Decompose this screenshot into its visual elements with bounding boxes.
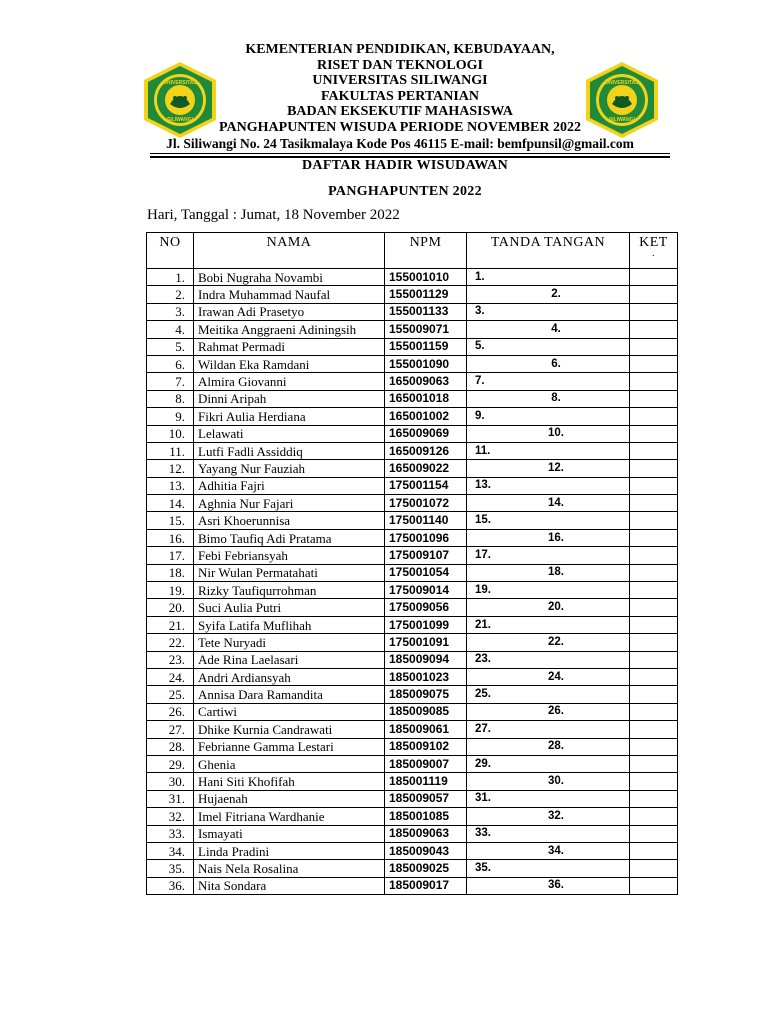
row-ket-cell[interactable] xyxy=(630,582,678,599)
row-number: 14. xyxy=(147,495,194,512)
table-row xyxy=(147,634,678,651)
svg-text:UNIVERSITAS: UNIVERSITAS xyxy=(605,80,639,86)
row-number: 11. xyxy=(147,442,194,459)
row-signature-cell[interactable]: 26. xyxy=(467,703,630,720)
table-row xyxy=(147,755,678,772)
row-npm: 185009063 xyxy=(385,825,467,842)
row-signature-cell[interactable]: 14. xyxy=(467,495,630,512)
row-signature-cell[interactable]: 11. xyxy=(467,442,630,459)
row-number: 16. xyxy=(147,529,194,546)
row-ket-cell[interactable] xyxy=(630,686,678,703)
row-npm: 155001159 xyxy=(385,338,467,355)
row-number: 36. xyxy=(147,877,194,894)
row-npm: 175001154 xyxy=(385,477,467,494)
row-signature-cell[interactable]: 6. xyxy=(467,355,630,372)
row-number: 3. xyxy=(147,303,194,320)
table-row xyxy=(147,442,678,459)
row-number: 7. xyxy=(147,373,194,390)
row-signature-cell[interactable]: 7. xyxy=(467,373,630,390)
row-ket-cell[interactable] xyxy=(630,564,678,581)
row-name: Febrianne Gamma Lestari xyxy=(194,738,385,755)
row-number: 24. xyxy=(147,668,194,685)
row-signature-cell[interactable]: 19. xyxy=(467,582,630,599)
row-npm: 175001096 xyxy=(385,529,467,546)
row-npm: 185009085 xyxy=(385,703,467,720)
table-row xyxy=(147,512,678,529)
row-ket-cell[interactable] xyxy=(630,512,678,529)
row-name: Almira Giovanni xyxy=(194,373,385,390)
row-npm: 155009071 xyxy=(385,321,467,338)
row-npm: 175001072 xyxy=(385,495,467,512)
row-signature-cell[interactable]: 4. xyxy=(467,321,630,338)
row-name: Yayang Nur Fauziah xyxy=(194,460,385,477)
header-ket-dot: . xyxy=(652,248,655,259)
row-ket-cell[interactable] xyxy=(630,286,678,303)
table-row xyxy=(147,738,678,755)
row-ket-cell[interactable] xyxy=(630,477,678,494)
row-name: Fikri Aulia Herdiana xyxy=(194,408,385,425)
row-number: 6. xyxy=(147,355,194,372)
header-ket-label: KET xyxy=(639,235,668,250)
row-npm: 185001119 xyxy=(385,773,467,790)
row-npm: 185009057 xyxy=(385,790,467,807)
row-number: 4. xyxy=(147,321,194,338)
letterhead xyxy=(140,42,660,152)
row-ket-cell[interactable] xyxy=(630,373,678,390)
row-npm: 165009126 xyxy=(385,442,467,459)
table-row xyxy=(147,790,678,807)
row-npm: 185001085 xyxy=(385,808,467,825)
row-number: 2. xyxy=(147,286,194,303)
row-number: 30. xyxy=(147,773,194,790)
header-tanda-tangan: TANDA TANGAN xyxy=(467,233,630,269)
row-signature-cell[interactable]: 29. xyxy=(467,755,630,772)
row-signature-cell[interactable]: 13. xyxy=(467,477,630,494)
row-number: 27. xyxy=(147,721,194,738)
table-row xyxy=(147,338,678,355)
table-row xyxy=(147,269,678,286)
row-signature-cell[interactable]: 30. xyxy=(467,773,630,790)
header-divider xyxy=(150,153,670,154)
row-number: 15. xyxy=(147,512,194,529)
row-number: 33. xyxy=(147,825,194,842)
row-ket-cell[interactable] xyxy=(630,460,678,477)
row-npm: 175001099 xyxy=(385,616,467,633)
row-number: 26. xyxy=(147,703,194,720)
row-npm: 165001002 xyxy=(385,408,467,425)
row-ket-cell[interactable] xyxy=(630,703,678,720)
row-number: 25. xyxy=(147,686,194,703)
table-row xyxy=(147,651,678,668)
row-npm: 185009007 xyxy=(385,755,467,772)
row-name: Bimo Taufiq Adi Pratama xyxy=(194,529,385,546)
row-signature-cell[interactable]: 27. xyxy=(467,721,630,738)
row-npm: 175001140 xyxy=(385,512,467,529)
row-npm: 175001091 xyxy=(385,634,467,651)
row-npm: 175009014 xyxy=(385,582,467,599)
row-npm: 185009075 xyxy=(385,686,467,703)
row-number: 9. xyxy=(147,408,194,425)
header-line-faculty: FAKULTAS PERTANIAN xyxy=(320,88,480,104)
row-number: 18. xyxy=(147,564,194,581)
table-row xyxy=(147,495,678,512)
row-ket-cell[interactable] xyxy=(630,790,678,807)
document-subtitle: PANGHAPUNTEN 2022 xyxy=(328,184,482,199)
row-npm: 155001010 xyxy=(385,269,467,286)
row-name: Rahmat Permadi xyxy=(194,338,385,355)
row-name: Cartiwi xyxy=(194,703,385,720)
row-number: 12. xyxy=(147,460,194,477)
table-row xyxy=(147,842,678,859)
row-number: 17. xyxy=(147,547,194,564)
row-ket-cell[interactable] xyxy=(630,303,678,320)
row-name: Nir Wulan Permatahati xyxy=(194,564,385,581)
table-row xyxy=(147,321,678,338)
table-row xyxy=(147,877,678,894)
row-ket-cell[interactable] xyxy=(630,442,678,459)
row-npm: 185009025 xyxy=(385,860,467,877)
row-npm: 155001129 xyxy=(385,286,467,303)
date-line: Hari, Tanggal : Jumat, 18 November 2022 xyxy=(147,207,400,223)
row-signature-cell[interactable]: 12. xyxy=(467,460,630,477)
svg-text:SILIWANGI: SILIWANGI xyxy=(608,117,636,123)
row-signature-cell[interactable]: 22. xyxy=(467,634,630,651)
row-ket-cell[interactable] xyxy=(630,721,678,738)
table-row xyxy=(147,373,678,390)
row-signature-cell[interactable]: 3. xyxy=(467,303,630,320)
row-number: 28. xyxy=(147,738,194,755)
row-name: Bobi Nugraha Novambi xyxy=(194,269,385,286)
row-ket-cell[interactable] xyxy=(630,495,678,512)
row-signature-cell[interactable]: 23. xyxy=(467,651,630,668)
row-name: Hujaenah xyxy=(194,790,385,807)
row-name: Andri Ardiansyah xyxy=(194,668,385,685)
row-number: 8. xyxy=(147,390,194,407)
row-npm: 185009061 xyxy=(385,721,467,738)
row-ket-cell[interactable] xyxy=(630,842,678,859)
table-row xyxy=(147,303,678,320)
table-header-row xyxy=(147,233,678,269)
row-name: Imel Fitriana Wardhanie xyxy=(194,808,385,825)
row-npm: 185009043 xyxy=(385,842,467,859)
row-signature-cell[interactable]: 17. xyxy=(467,547,630,564)
row-name: Wildan Eka Ramdani xyxy=(194,355,385,372)
row-ket-cell[interactable] xyxy=(630,860,678,877)
row-npm: 185001023 xyxy=(385,668,467,685)
header-address: Jl. Siliwangi No. 24 Tasikmalaya Kode Pos 46115 E-mail: bemfpunsil@gmail.com xyxy=(166,136,634,151)
row-number: 10. xyxy=(147,425,194,442)
row-name: Nais Nela Rosalina xyxy=(194,860,385,877)
row-npm: 155001090 xyxy=(385,355,467,372)
row-npm: 185009102 xyxy=(385,738,467,755)
row-npm: 165009069 xyxy=(385,425,467,442)
row-name: Lutfi Fadli Assiddiq xyxy=(194,442,385,459)
table-row xyxy=(147,860,678,877)
row-ket-cell[interactable] xyxy=(630,616,678,633)
row-npm: 175009056 xyxy=(385,599,467,616)
row-number: 31. xyxy=(147,790,194,807)
svg-text:SILIWANGI: SILIWANGI xyxy=(166,117,194,123)
row-npm: 155001133 xyxy=(385,303,467,320)
row-ket-cell[interactable] xyxy=(630,634,678,651)
table-row xyxy=(147,721,678,738)
row-ket-cell[interactable] xyxy=(630,877,678,894)
row-signature-cell[interactable]: 25. xyxy=(467,686,630,703)
table-row xyxy=(147,703,678,720)
table-row xyxy=(147,616,678,633)
row-ket-cell[interactable] xyxy=(630,321,678,338)
row-npm: 165001018 xyxy=(385,390,467,407)
row-name: Dinni Aripah xyxy=(194,390,385,407)
header-line-bem: BADAN EKSEKUTIF MAHASISWA xyxy=(287,104,513,119)
row-name: Febi Febriansyah xyxy=(194,547,385,564)
table-row xyxy=(147,286,678,303)
row-name: Meitika Anggraeni Adiningsih xyxy=(194,321,385,338)
row-number: 1. xyxy=(147,269,194,286)
table-row xyxy=(147,582,678,599)
row-name: Nita Sondara xyxy=(194,877,385,894)
table-row xyxy=(147,773,678,790)
row-signature-cell[interactable]: 21. xyxy=(467,616,630,633)
row-signature-cell[interactable]: 1. xyxy=(467,269,630,286)
row-name: Lelawati xyxy=(194,425,385,442)
table-row xyxy=(147,425,678,442)
row-npm: 165009063 xyxy=(385,373,467,390)
row-ket-cell[interactable] xyxy=(630,808,678,825)
row-ket-cell[interactable] xyxy=(630,547,678,564)
header-no: NO xyxy=(147,233,194,269)
row-number: 13. xyxy=(147,477,194,494)
row-signature-cell[interactable]: 20. xyxy=(467,599,630,616)
row-signature-cell[interactable]: 9. xyxy=(467,408,630,425)
table-row xyxy=(147,477,678,494)
header-ket xyxy=(630,233,678,269)
row-signature-cell[interactable]: 2. xyxy=(467,286,630,303)
row-ket-cell[interactable] xyxy=(630,338,678,355)
row-ket-cell[interactable] xyxy=(630,773,678,790)
row-number: 32. xyxy=(147,808,194,825)
table-row xyxy=(147,408,678,425)
row-ket-cell[interactable] xyxy=(630,825,678,842)
row-name: Ismayati xyxy=(194,825,385,842)
row-name: Ghenia xyxy=(194,755,385,772)
header-line-ministry: KEMENTERIAN PENDIDIKAN, KEBUDAYAAN, xyxy=(245,42,555,57)
row-npm: 185009017 xyxy=(385,877,467,894)
table-row xyxy=(147,808,678,825)
document-title: DAFTAR HADIR WISUDAWAN xyxy=(302,158,508,173)
row-number: 35. xyxy=(147,860,194,877)
row-signature-cell[interactable]: 24. xyxy=(467,668,630,685)
row-npm: 175001054 xyxy=(385,564,467,581)
table-row xyxy=(147,825,678,842)
row-signature-cell[interactable]: 34. xyxy=(467,842,630,859)
row-npm: 185009094 xyxy=(385,651,467,668)
row-name: Irawan Adi Prasetyo xyxy=(194,303,385,320)
row-signature-cell[interactable]: 35. xyxy=(467,860,630,877)
row-name: Suci Aulia Putri xyxy=(194,599,385,616)
row-signature-cell[interactable]: 10. xyxy=(467,425,630,442)
row-name: Rizky Taufiqurrohman xyxy=(194,582,385,599)
row-ket-cell[interactable] xyxy=(630,599,678,616)
row-signature-cell[interactable]: 28. xyxy=(467,738,630,755)
table-row xyxy=(147,460,678,477)
row-name: Indra Muhammad Naufal xyxy=(194,286,385,303)
row-name: Linda Pradini xyxy=(194,842,385,859)
header-nama: NAMA xyxy=(194,233,385,269)
row-npm: 175009107 xyxy=(385,547,467,564)
row-ket-cell[interactable] xyxy=(630,408,678,425)
table-row xyxy=(147,355,678,372)
svg-text:UNIVERSITAS: UNIVERSITAS xyxy=(163,80,197,86)
table-row xyxy=(147,686,678,703)
row-ket-cell[interactable] xyxy=(630,355,678,372)
row-ket-cell[interactable] xyxy=(630,755,678,772)
table-row xyxy=(147,564,678,581)
row-name: Hani Siti Khofifah xyxy=(194,773,385,790)
row-ket-cell[interactable] xyxy=(630,425,678,442)
row-number: 19. xyxy=(147,582,194,599)
row-name: Asri Khoerunnisa xyxy=(194,512,385,529)
row-ket-cell[interactable] xyxy=(630,738,678,755)
table-row xyxy=(147,390,678,407)
row-number: 20. xyxy=(147,599,194,616)
row-signature-cell[interactable]: 5. xyxy=(467,338,630,355)
row-npm: 165009022 xyxy=(385,460,467,477)
table-row xyxy=(147,599,678,616)
row-name: Tete Nuryadi xyxy=(194,634,385,651)
row-signature-cell[interactable]: 36. xyxy=(467,877,630,894)
row-signature-cell[interactable]: 16. xyxy=(467,529,630,546)
row-name: Ade Rina Laelasari xyxy=(194,651,385,668)
row-name: Annisa Dara Ramandita xyxy=(194,686,385,703)
header-line-event: PANGHAPUNTEN WISUDA PERIODE NOVEMBER 2022 xyxy=(219,119,581,135)
row-name: Aghnia Nur Fajari xyxy=(194,495,385,512)
row-ket-cell[interactable] xyxy=(630,651,678,668)
row-signature-cell[interactable]: 32. xyxy=(467,808,630,825)
row-number: 34. xyxy=(147,842,194,859)
row-signature-cell[interactable]: 15. xyxy=(467,512,630,529)
table-row xyxy=(147,668,678,685)
row-ket-cell[interactable] xyxy=(630,529,678,546)
row-number: 23. xyxy=(147,651,194,668)
row-ket-cell[interactable] xyxy=(630,668,678,685)
row-number: 29. xyxy=(147,755,194,772)
row-number: 5. xyxy=(147,338,194,355)
row-ket-cell[interactable] xyxy=(630,390,678,407)
attendance-table xyxy=(146,232,678,895)
row-signature-cell[interactable]: 33. xyxy=(467,825,630,842)
row-name: Adhitia Fajri xyxy=(194,477,385,494)
row-name: Syifa Latifa Muflihah xyxy=(194,616,385,633)
header-line-riset: RISET DAN TEKNOLOGI xyxy=(317,57,483,73)
row-signature-cell[interactable]: 18. xyxy=(467,564,630,581)
row-number: 22. xyxy=(147,634,194,651)
row-signature-cell[interactable]: 8. xyxy=(467,390,630,407)
table-row xyxy=(147,529,678,546)
header-npm: NPM xyxy=(385,233,467,269)
row-number: 21. xyxy=(147,616,194,633)
row-name: Dhike Kurnia Candrawati xyxy=(194,721,385,738)
header-line-university: UNIVERSITAS SILIWANGI xyxy=(312,73,488,88)
row-signature-cell[interactable]: 31. xyxy=(467,790,630,807)
table-row xyxy=(147,547,678,564)
table-body xyxy=(147,269,678,895)
row-ket-cell[interactable] xyxy=(630,269,678,286)
